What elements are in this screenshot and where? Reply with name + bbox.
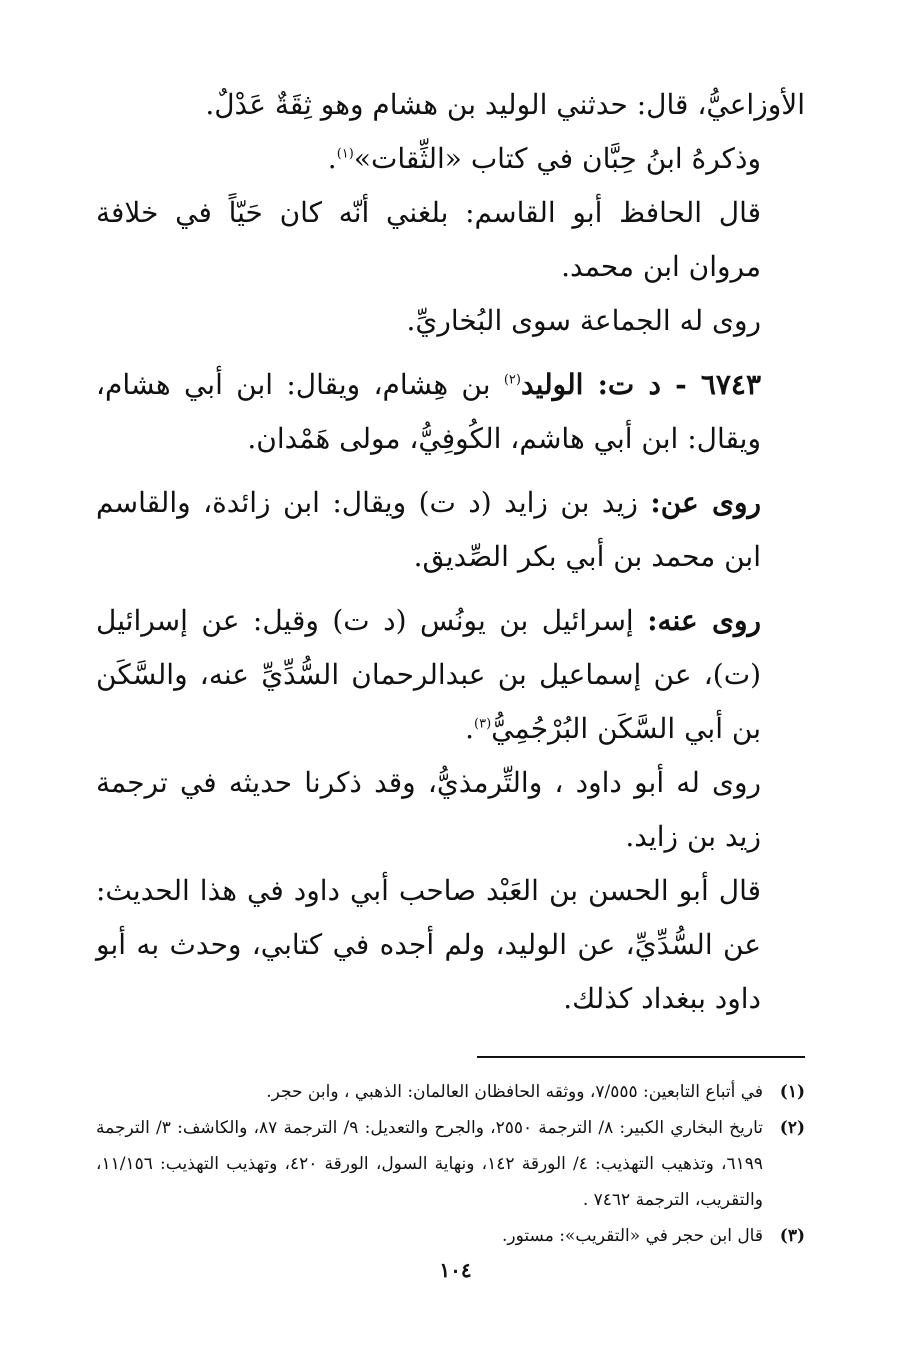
paragraph-2-text: وذكرهُ ابنُ حِبَّان في كتاب «الثِّقات» bbox=[353, 142, 761, 175]
footnote-text: تاريخ البخاري الكبير: ٨/ الترجمة ٢٥٥٠، والجرح والتعديل: ٩/ الترجمة ٨٧، والكاشف: ٣/ الترجمة ٦١٩٩، وتذهيب التهذيب: ٤/ الورقة ١٤٢، ونهاية السول، الورقة ٤٢٠، وتهذيب التهذيب: ١١/١٥٦، والتقريب، الترجمة ٧٤٦٢ . bbox=[96, 1118, 764, 1210]
footnote-ref-3[interactable]: (٣) bbox=[474, 716, 492, 732]
main-text bbox=[96, 78, 805, 1026]
footnote-divider bbox=[477, 1056, 805, 1058]
paragraph-3: قال الحافظ أبو القاسم: بلغني أنّه كان حَيّاً في خلافة مروان ابن محمد. bbox=[96, 196, 761, 283]
footnote-number: (١) bbox=[779, 1082, 805, 1102]
footnotes bbox=[96, 1074, 805, 1254]
footnote-text: في أتباع التابعين: ٧/٥٥٥، ووثقه الحافظان العالمان: الذهبي ، وابن حجر. bbox=[266, 1082, 763, 1102]
page-number: ١٠٤ bbox=[439, 1258, 472, 1282]
footnote-2 bbox=[96, 1110, 805, 1218]
narrated-from bbox=[96, 476, 805, 584]
paragraph-2 bbox=[96, 132, 805, 186]
footnote-3 bbox=[96, 1218, 805, 1254]
narrated-by-end: . bbox=[465, 712, 475, 745]
footnote-number: (٣) bbox=[779, 1226, 805, 1246]
narrated-from-label: روى عن: bbox=[650, 486, 761, 519]
paragraph-4: روى له الجماعة سوى البُخاريِّ. bbox=[406, 304, 761, 337]
paragraph-2-end: . bbox=[327, 142, 337, 175]
narrated-by bbox=[96, 594, 805, 756]
footnote-text: قال ابن حجر في «التقريب»: مستور. bbox=[502, 1226, 763, 1246]
paragraph-9: قال أبو الحسن بن العَبْد صاحب أبي داود في هذا الحديث: عن السُّدِّيِّ، عن الوليد، ولم أجده في كتابي، وحدث به أبو داود ببغداد كذلك. bbox=[96, 874, 761, 1015]
entry-number-name: ٦٧٤٣ - د ت: الوليد bbox=[520, 368, 761, 401]
footnote-1 bbox=[96, 1074, 805, 1110]
narrated-from-text: زيد بن زايد (د ت) ويقال: ابن زائدة، والقاسم ابن محمد بن أبي بكر الصِّديق. bbox=[96, 486, 761, 573]
entry-rest: بن هِشام، ويقال: ابن أبي هشام، ويقال: ابن أبي هاشم، الكُوفِيُّ، مولى هَمْدان. bbox=[96, 368, 761, 455]
entry-heading bbox=[96, 358, 805, 466]
footnote-ref-2[interactable]: (٢) bbox=[503, 372, 521, 388]
footnote-ref-1[interactable]: (١) bbox=[336, 146, 354, 162]
paragraph-8: روى له أبو داود ، والتِّرمذيُّ، وقد ذكرنا حديثه في ترجمة زيد بن زايد. bbox=[96, 766, 761, 853]
narrated-by-label: روى عنه: bbox=[647, 604, 761, 637]
narrated-by-text: إسرائيل بن يونُس (د ت) وقيل: عن إسرائيل (ت)، عن إسماعيل بن عبدالرحمان السُّدِّيِّ عنه، والسَّكَن بن أبي السَّكَن البُرْجُمِيُّ bbox=[96, 604, 761, 745]
footnote-number: (٢) bbox=[779, 1118, 805, 1138]
paragraph-1: الأوزاعيُّ، قال: حدثني الوليد بن هشام وهو ثِقَةٌ عَدْلٌ. bbox=[205, 88, 805, 121]
